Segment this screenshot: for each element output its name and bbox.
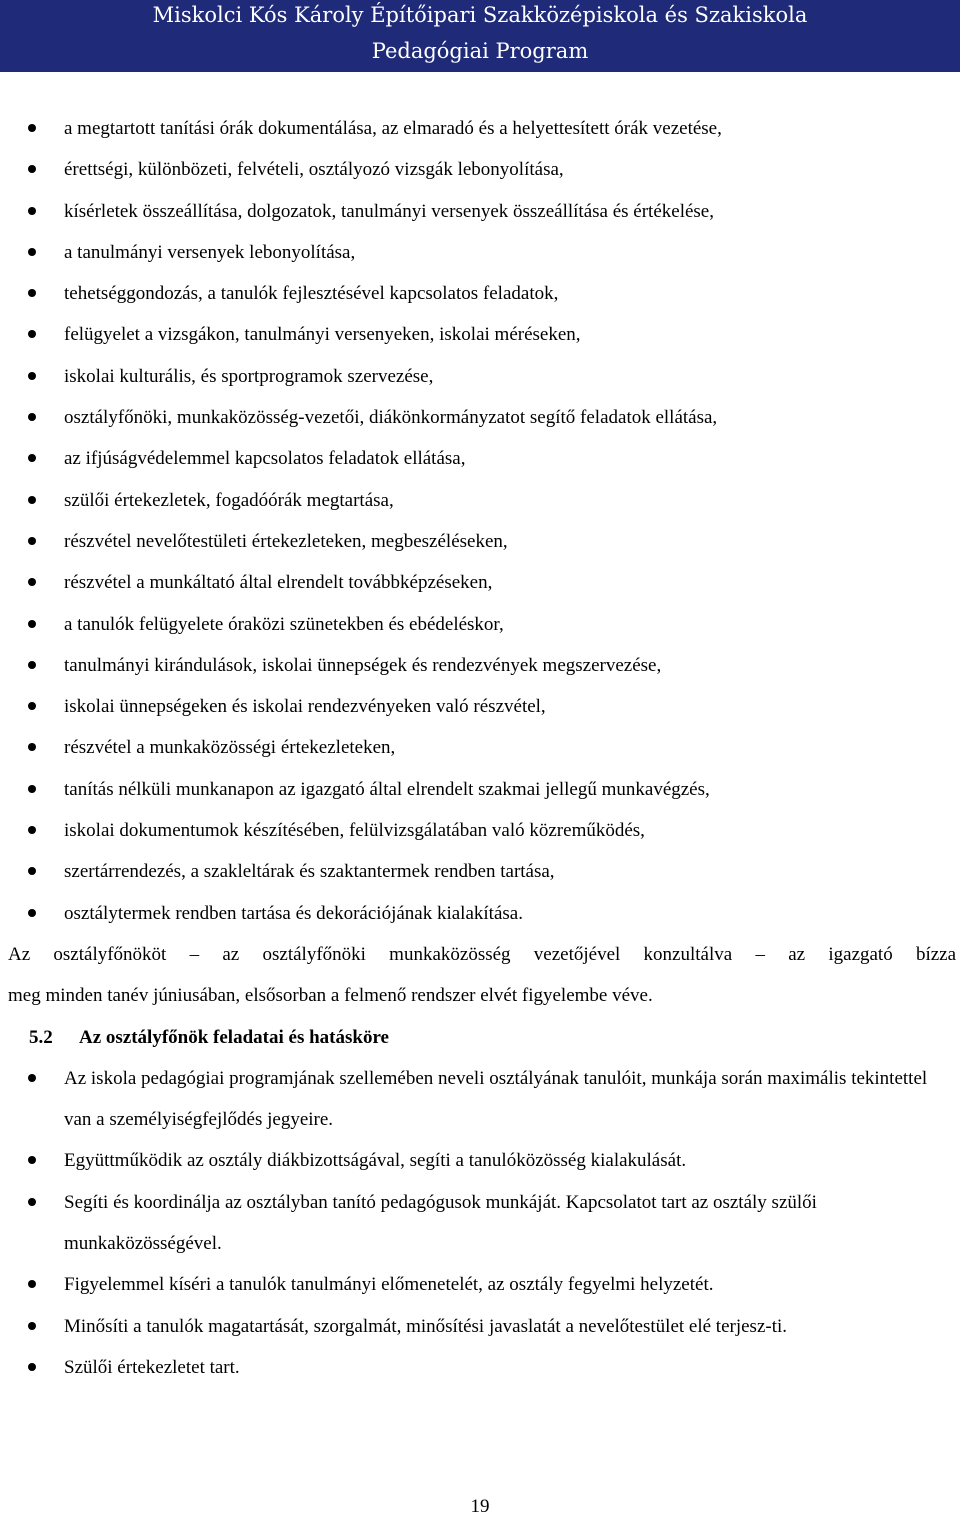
school-name: Miskolci Kós Károly Építőipari Szakközépiskola és Szakiskola xyxy=(152,3,808,27)
bullet-icon xyxy=(28,207,36,215)
list-item-text: szertárrendezés, a szakleltárak és szaktantermek rendben tartása, xyxy=(64,861,555,883)
document-title: Pedagógiai Program xyxy=(371,39,589,63)
list-item-text: érettségi, különbözeti, felvételi, osztályozó vizsgák lebonyolítása, xyxy=(64,159,564,181)
list-item-text: a tanulók felügyelete óraközi szünetekben és ebédeléskor, xyxy=(64,613,504,635)
list-item xyxy=(0,727,960,768)
list-item xyxy=(0,851,960,892)
bullet-icon xyxy=(28,1074,36,1082)
list-item-text: tanulmányi kirándulások, iskolai ünnepségek és rendezvények megszervezése, xyxy=(64,654,662,676)
list-item-text: a tanulmányi versenyek lebonyolítása, xyxy=(64,241,356,263)
list-item xyxy=(0,191,960,232)
list-item xyxy=(0,604,960,645)
list-item-text: tehetséggondozás, a tanulók fejlesztésével kapcsolatos feladatok, xyxy=(64,283,559,305)
assignment-paragraph-line-2: meg minden tanév júniusában, elsősorban a felmenő rendszer elvét figyelembe véve. xyxy=(8,985,653,1007)
list-item xyxy=(0,356,960,397)
bullet-icon xyxy=(28,124,36,132)
bullet-icon xyxy=(28,330,36,338)
list-item-text: Minősíti a tanulók magatartását, szorgalmát, minősítési javaslatát a nevelőtestület elé terjesz-ti. xyxy=(64,1315,788,1337)
bullet-icon xyxy=(28,743,36,751)
bullet-icon xyxy=(28,372,36,380)
dash: – xyxy=(189,943,200,965)
list-item xyxy=(0,1347,960,1388)
list-item xyxy=(0,149,960,190)
bullet-icon xyxy=(28,1156,36,1164)
list-item-text: szülői értekezletek, fogadóórák megtartása, xyxy=(64,489,394,511)
list-item xyxy=(0,769,960,810)
paragraph-segment: az igazgató bízza xyxy=(788,943,957,965)
list-item xyxy=(0,397,960,438)
list-item xyxy=(0,1306,960,1347)
list-item-text: a megtartott tanítási órák dokumentálása, az elmaradó és a helyettesített órák vezetése, xyxy=(64,118,722,139)
assignment-paragraph-line-1 xyxy=(0,934,960,975)
list-item-text: osztályfőnöki, munkaközösség-vezetői, diákönkormányzatot segítő feladatok ellátása, xyxy=(64,407,718,429)
list-item-text: Az iskola pedagógiai programjának szellemében neveli osztályának tanulóit, munkája során maximális tekintettel van a személyiségfejlődés jegyeire. xyxy=(64,1067,928,1131)
list-item xyxy=(0,273,960,314)
list-item-text: részvétel a munkaközösségi értekezleteken, xyxy=(64,737,396,759)
bullet-icon xyxy=(28,661,36,669)
list-item-text: iskolai dokumentumok készítésében, felülvizsgálatában való közreműködés, xyxy=(64,820,645,842)
bullet-icon xyxy=(28,1198,36,1206)
list-item xyxy=(0,314,960,355)
bullet-icon xyxy=(28,578,36,586)
list-item-text: osztálytermek rendben tartása és dekorációjának kialakítása. xyxy=(64,902,523,924)
page-header xyxy=(0,0,960,72)
page-number: 19 xyxy=(470,1496,490,1517)
bullet-icon xyxy=(28,1280,36,1288)
bullet-icon xyxy=(28,289,36,297)
list-item-text: Együttműködik az osztály diákbizottságával, segíti a tanulóközösség kialakulását. xyxy=(64,1150,687,1172)
list-item xyxy=(0,521,960,562)
list-item-text: az ifjúságvédelemmel kapcsolatos feladatok ellátása, xyxy=(64,448,466,470)
bullet-icon xyxy=(28,496,36,504)
bullet-icon xyxy=(28,620,36,628)
list-item xyxy=(0,480,960,521)
bullet-icon xyxy=(28,537,36,545)
list-item xyxy=(0,108,960,149)
section-number: 5.2 xyxy=(29,1026,53,1048)
paragraph-segment: Az osztályfőnököt xyxy=(8,943,167,965)
list-item xyxy=(0,893,960,934)
list-item-text: részvétel a munkáltató által elrendelt továbbképzéseken, xyxy=(64,572,493,594)
bullet-icon xyxy=(28,248,36,256)
bullet-icon xyxy=(28,413,36,421)
list-item-text: felügyelet a vizsgákon, tanulmányi versenyeken, iskolai méréseken, xyxy=(64,324,581,346)
duties-list xyxy=(0,108,960,934)
list-item xyxy=(0,1264,960,1305)
section-title: Az osztályfőnök feladatai és hatásköre xyxy=(79,1026,389,1048)
list-item xyxy=(0,1058,960,1141)
list-item-text: Segíti és koordinálja az osztályban tanító pedagógusok munkáját. Kapcsolatot tart az osztály szülői munkaközösségével. xyxy=(64,1191,817,1255)
list-item xyxy=(0,1182,960,1265)
bullet-icon xyxy=(28,454,36,462)
list-item-text: tanítás nélküli munkanapon az igazgató által elrendelt szakmai jellegű munkavégzés, xyxy=(64,778,710,800)
section-heading xyxy=(0,1017,960,1058)
list-item-text: részvétel nevelőtestületi értekezleteken, megbeszéléseken, xyxy=(64,530,508,552)
list-item xyxy=(0,810,960,851)
list-item-text: iskolai kulturális, és sportprogramok szervezése, xyxy=(64,365,434,387)
paragraph-segment: az osztályfőnöki munkaközösség vezetőjével konzultálva xyxy=(222,943,733,965)
bullet-icon xyxy=(28,1363,36,1371)
list-item xyxy=(0,562,960,603)
list-item-text: kísérletek összeállítása, dolgozatok, tanulmányi versenyek összeállítása és értékelése, xyxy=(64,200,714,222)
bullet-icon xyxy=(28,826,36,834)
bullet-icon xyxy=(28,165,36,173)
list-item xyxy=(0,232,960,273)
bullet-icon xyxy=(28,785,36,793)
bullet-icon xyxy=(28,909,36,917)
list-item-text: iskolai ünnepségeken és iskolai rendezvényeken való részvétel, xyxy=(64,696,546,718)
list-item xyxy=(0,438,960,479)
list-item xyxy=(0,645,960,686)
list-item-text: Figyelemmel kíséri a tanulók tanulmányi előmenetelét, az osztály fegyelmi helyzetét. xyxy=(64,1274,714,1296)
bullet-icon xyxy=(28,1322,36,1330)
list-item xyxy=(0,1140,960,1181)
dash: – xyxy=(755,943,765,965)
list-item-text: Szülői értekezletet tart. xyxy=(64,1356,240,1378)
list-item xyxy=(0,686,960,727)
document-body xyxy=(0,108,960,1388)
bullet-icon xyxy=(28,867,36,875)
tasks-list xyxy=(0,1058,960,1388)
bullet-icon xyxy=(28,702,36,710)
